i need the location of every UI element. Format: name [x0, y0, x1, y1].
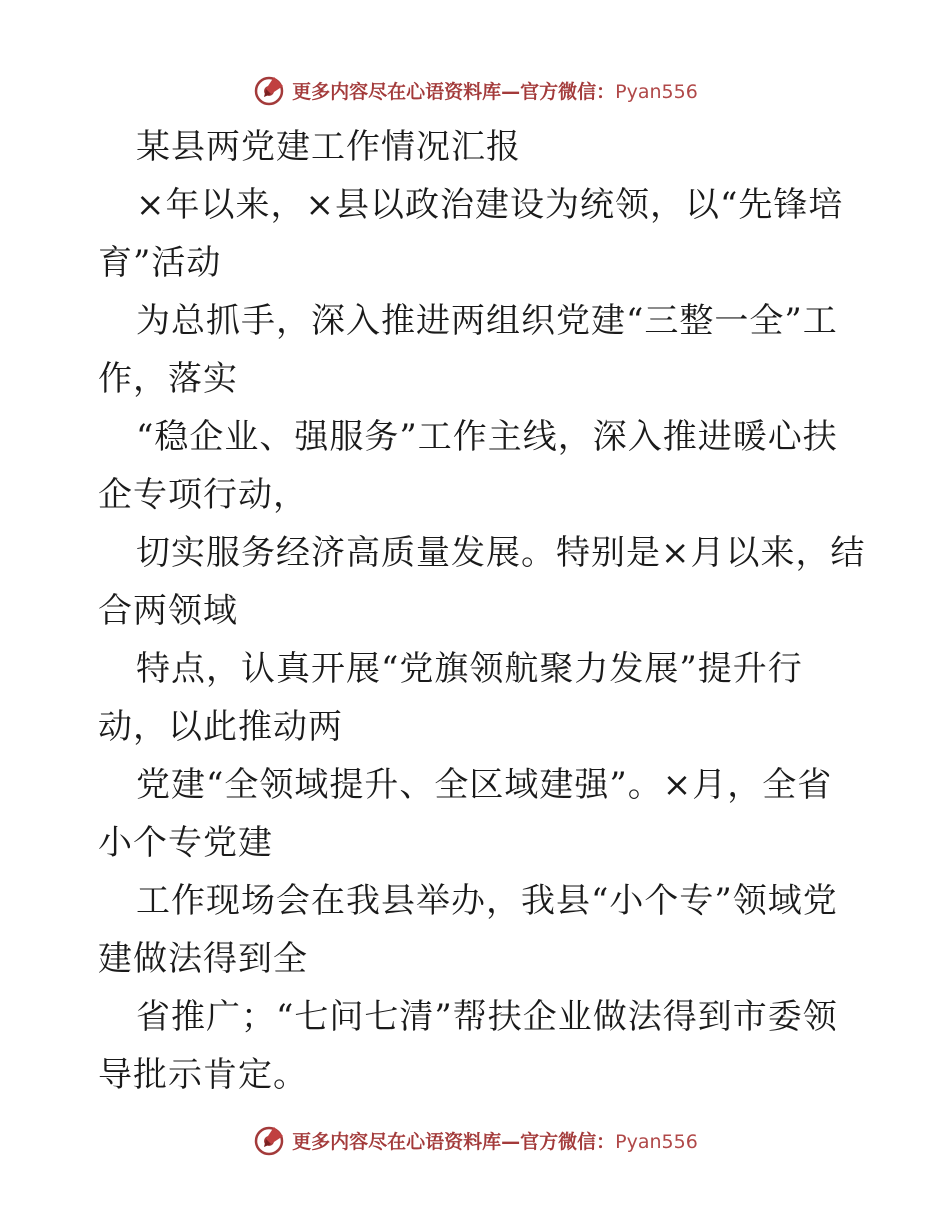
- paragraph-line: 导批示肯定。: [98, 1055, 308, 1095]
- paragraph-line: 育”活动: [98, 243, 222, 283]
- watermark-text: 更多内容尽在心语资料库—官方微信：Pyan556: [292, 1130, 698, 1153]
- footer-watermark: [0, 1120, 950, 1160]
- paragraph-line: 建做法得到全: [98, 939, 308, 979]
- paragraph-line: 为总抓手，深入推进两组织党建“三整一全”工: [136, 301, 838, 341]
- pen-logo-icon: [252, 73, 286, 107]
- document-body: [98, 118, 866, 1104]
- paragraph-line: 小个专党建: [98, 823, 273, 863]
- doc-title: 某县两党建工作情况汇报: [136, 127, 521, 167]
- paragraph-line: 切实服务经济高质量发展。特别是×月以来，结: [136, 533, 866, 573]
- paragraph-line: 省推广；“七问七清”帮扶企业做法得到市委领: [136, 997, 838, 1037]
- paragraph-line: ×年以来，×县以政治建设为统领，以“先锋培: [136, 185, 844, 225]
- paragraph-line: 企专项行动，: [98, 475, 308, 515]
- pen-logo-icon: [252, 1123, 286, 1157]
- paragraph-line: 工作现场会在我县举办，我县“小个专”领域党: [136, 881, 838, 921]
- watermark-text: 更多内容尽在心语资料库—官方微信：Pyan556: [292, 80, 698, 103]
- paragraph-line: “稳企业、强服务”工作主线，深入推进暖心扶: [136, 417, 838, 457]
- paragraph-line: 合两领域: [98, 591, 238, 631]
- paragraph-line: 特点，认真开展“党旗领航聚力发展”提升行: [136, 649, 803, 689]
- paragraph-line: 动，以此推动两: [98, 707, 343, 747]
- paragraph-line: 作，落实: [98, 359, 238, 399]
- paragraph-line: 党建“全领域提升、全区域建强”。×月，全省: [136, 765, 833, 805]
- header-watermark: [0, 70, 950, 110]
